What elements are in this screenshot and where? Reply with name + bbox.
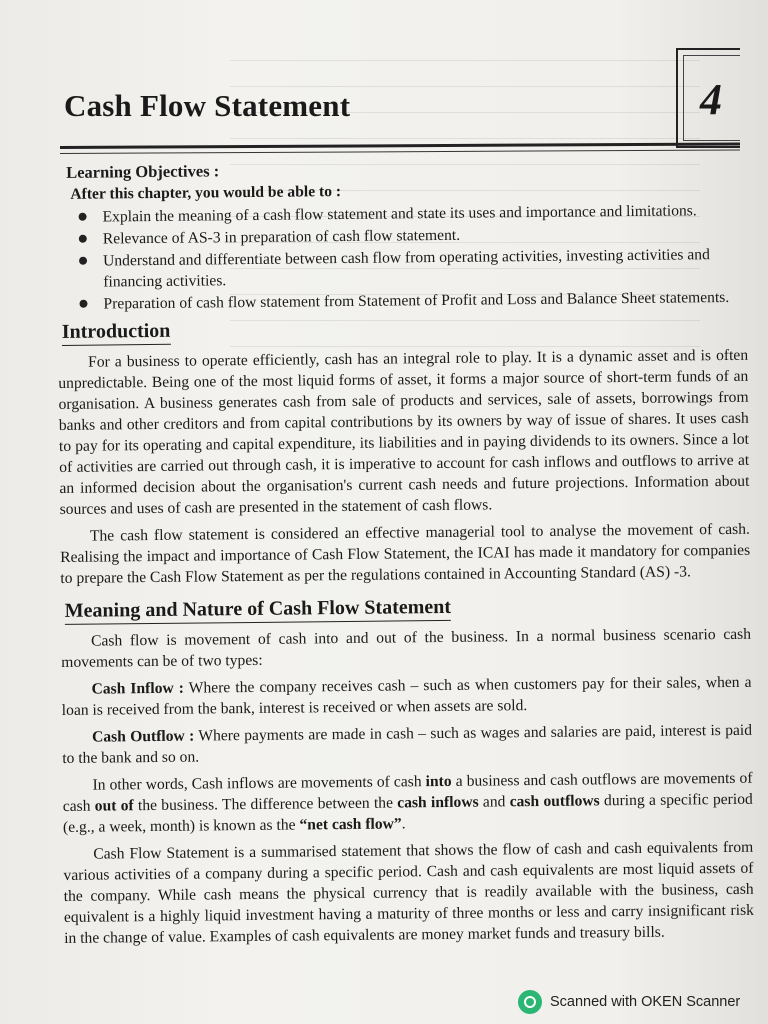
text-run: a business and cash outflows are movements of cash bbox=[62, 769, 753, 815]
scanner-label: Scanned with OKEN Scanner bbox=[550, 994, 741, 1010]
chapter-number: 4 bbox=[700, 75, 722, 124]
objective-item bbox=[79, 244, 751, 293]
bold-text: cash outflows bbox=[509, 792, 600, 811]
bold-text: out of bbox=[94, 797, 134, 815]
cash-inflow-definition bbox=[61, 672, 755, 721]
bold-text: “net cash flow” bbox=[299, 815, 402, 834]
text-run: the business. The difference between the bbox=[133, 794, 398, 815]
learning-objectives-heading: Learning Objectives : bbox=[66, 161, 220, 182]
bullet-icon bbox=[79, 300, 87, 308]
bold-text: into bbox=[425, 772, 452, 791]
text-run: In other words, Cash inflows are movements of cash bbox=[92, 773, 426, 794]
cash-flow-statement-paragraph: Cash Flow Statement is a summarised statement that shows the flow of cash and cash equivalents from various activities of a company during a specific period. Cash and cash equivalents are most liquid assets of the company. While cash means the physical currency that is readily available with the business, cash equivalent is a highly liquid investment having a maturity of three months or less and carry insignificant risk in the change of value. Examples of cash equivalents are money market funds and treasury bills. bbox=[63, 838, 754, 947]
objectives-list bbox=[56, 200, 751, 315]
introduction-heading: Introduction bbox=[62, 321, 171, 346]
introduction-paragraph: The cash flow statement is considered an effective managerial tool to analyse the movement of cash. Realising the impact and importance of Cash Flow Statement, the ICAI has made it mandatory for companies to prepare the Cash Flow Statement as per the regulations contained in Accounting Standard (AS) -3. bbox=[60, 520, 751, 587]
net-cash-flow-paragraph bbox=[62, 768, 757, 838]
objective-text: Understand and differentiate between cash flow from operating activities, investing activities and financing activities. bbox=[102, 246, 710, 291]
introduction-paragraph: For a business to operate efficiently, cash has an integral role to play. It is a dynamic asset and is often unpredictable. Being one of the most liquid forms of asset, it forms a major source of short-term funds of an organisation. A business generates cash from sale of products and services, sale of assets, borrowings from banks and other creditors and from capital contributions by its owners by way of issue of shares. It uses cash to pay for its operating and capital expenditure, its liabilities and in paying dividends to its owners. Since a lot of activities are carried out through cash, it is imperative to account for cash inflows and outflows to arrive at an informed decision about the organisation's current cash needs and future projections. Information about sources and uses of cash are presented in the statement of cash flows. bbox=[58, 346, 750, 518]
oken-scanner-icon bbox=[518, 990, 542, 1014]
bullet-icon bbox=[79, 257, 87, 265]
meaning-heading: Meaning and Nature of Cash Flow Statement bbox=[65, 597, 452, 625]
cash-inflow-term: Cash Inflow : bbox=[91, 679, 185, 698]
cash-outflow-text: Where payments are made in cash – such as wages and salaries are paid, interest is paid to the bank and so on. bbox=[62, 721, 753, 767]
cash-outflow-definition bbox=[62, 720, 756, 769]
text-run: . bbox=[401, 815, 406, 833]
objective-text: Preparation of cash flow statement from Statement of Profit and Loss and Balance Sheet statements. bbox=[103, 288, 730, 313]
cash-outflow-term: Cash Outflow : bbox=[91, 727, 195, 746]
objective-text: Relevance of AS-3 in preparation of cash flow statement. bbox=[102, 226, 461, 248]
bullet-icon bbox=[79, 235, 87, 243]
bold-text: cash inflows bbox=[397, 793, 479, 812]
text-run: and bbox=[478, 793, 510, 811]
bullet-icon bbox=[79, 213, 87, 221]
scanner-watermark bbox=[518, 990, 740, 1014]
chapter-title: Cash Flow Statement bbox=[64, 88, 351, 123]
meaning-paragraph: Cash flow is movement of cash into and out of the business. In a normal business scenario cash movements can be of two types: bbox=[61, 625, 752, 671]
objective-text: Explain the meaning of a cash flow statement and state its uses and importance and limitations. bbox=[102, 202, 697, 226]
text-run: during a specific period (e.g., a week, month) is known as the bbox=[62, 790, 753, 836]
cash-inflow-text: Where the company receives cash – such as when customers pay for their sales, when a loan is received from the bank, interest is received or when assets are sold. bbox=[61, 673, 752, 719]
page-content bbox=[56, 153, 758, 955]
learning-objectives-intro: After this chapter, you would be able to : bbox=[70, 183, 342, 203]
